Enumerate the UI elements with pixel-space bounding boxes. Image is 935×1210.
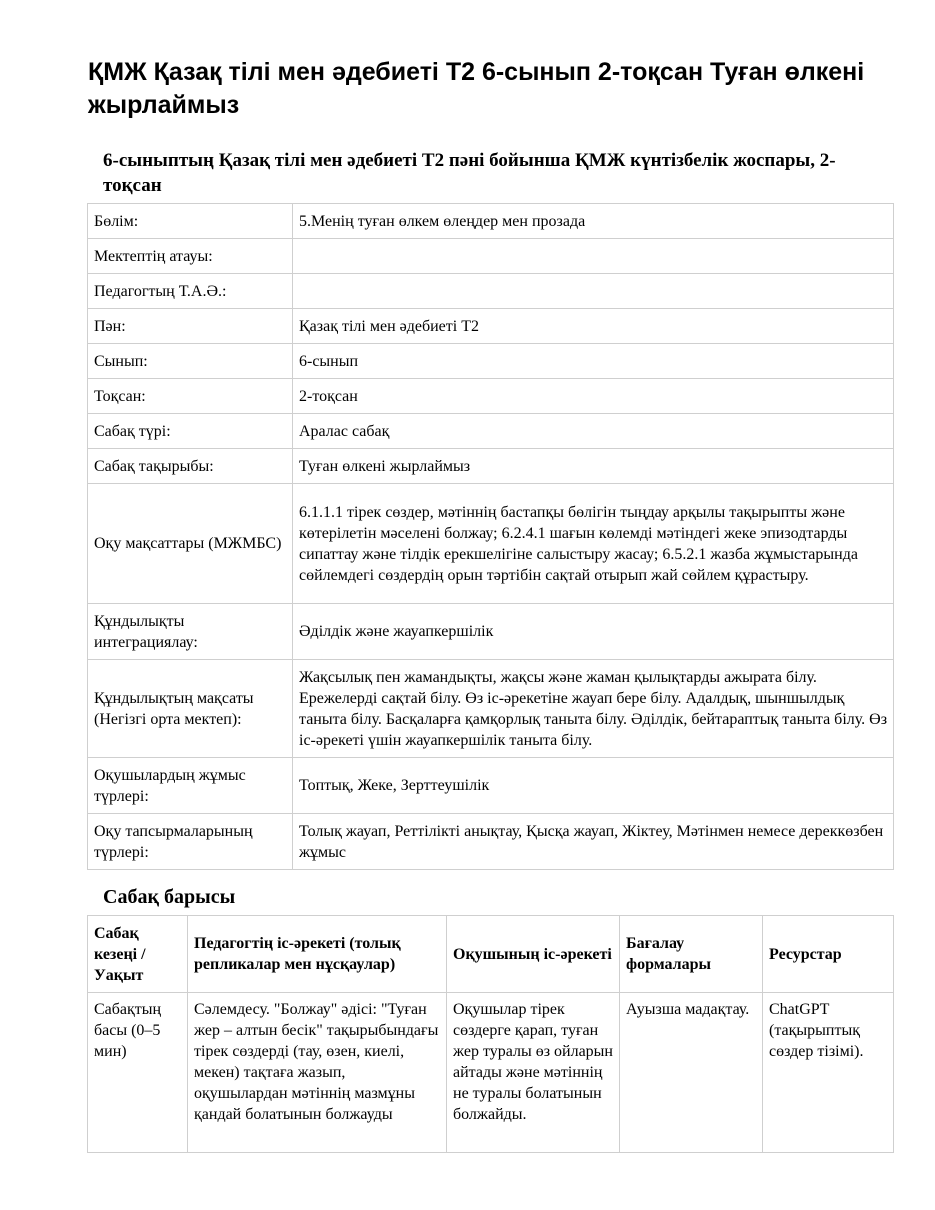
table-row bbox=[88, 414, 894, 449]
column-header-teacher-activity: Педагогтің іс-әрекеті (толық репликалар мен нұсқаулар) bbox=[188, 916, 447, 993]
lesson-section-title: Сабақ барысы bbox=[103, 886, 236, 908]
info-value bbox=[293, 239, 894, 274]
table-row bbox=[88, 484, 894, 604]
table-row bbox=[88, 814, 894, 870]
stage-cell: Сабақтың басы (0–5 мин) bbox=[88, 993, 188, 1153]
info-value bbox=[293, 274, 894, 309]
page-title: ҚМЖ Қазақ тілі мен әдебиеті Т2 6-сынып 2-тоқсан Туған өлкені жырлаймыз bbox=[88, 58, 865, 119]
table-row bbox=[88, 274, 894, 309]
info-value: 6.1.1.1 тірек сөздер, мәтіннің бастапқы бөлігін тыңдау арқылы тақырыпты және көтерілетін мәселені болжау; 6.2.4.1 шағын көлемді мәтіндегі жеке эпизодтарды сипаттау және тілдік ерекшелігіне салыстыру жасау; 6.5.2.1 жазба жұмыстарында сөйлемдегі сөздердің орын тәртібін сақтай отырып жай сөйлем құрастыру. bbox=[293, 484, 894, 604]
table-row bbox=[88, 239, 894, 274]
info-label: Мектептің атауы: bbox=[88, 239, 293, 274]
table-row bbox=[88, 604, 894, 660]
info-value: Әділдік және жауапкершілік bbox=[293, 604, 894, 660]
table-row bbox=[88, 309, 894, 344]
assessment-cell: Ауызша мадақтау. bbox=[620, 993, 763, 1153]
column-header-assessment: Бағалау формалары bbox=[620, 916, 763, 993]
table-row bbox=[88, 204, 894, 239]
lesson-progress-table bbox=[87, 915, 894, 1153]
info-label: Оқу мақсаттары (МЖМБС) bbox=[88, 484, 293, 604]
info-value: Топтық, Жеке, Зерттеушілік bbox=[293, 758, 894, 814]
info-label: Сабақ түрі: bbox=[88, 414, 293, 449]
column-header-resources: Ресурстар bbox=[763, 916, 894, 993]
info-value: 5.Менің туған өлкем өлеңдер мен прозада bbox=[293, 204, 894, 239]
table-row bbox=[88, 993, 894, 1153]
table-row bbox=[88, 344, 894, 379]
table-header-row bbox=[88, 916, 894, 993]
info-value: 6-сынып bbox=[293, 344, 894, 379]
info-label: Пән: bbox=[88, 309, 293, 344]
plan-subtitle: 6-сыныптың Қазақ тілі мен әдебиеті Т2 пәні бойынша ҚМЖ күнтізбелік жоспары, 2-тоқсан bbox=[103, 150, 836, 196]
table-row bbox=[88, 379, 894, 414]
info-label: Сынып: bbox=[88, 344, 293, 379]
info-value: Аралас сабақ bbox=[293, 414, 894, 449]
info-value: Толық жауап, Реттілікті анықтау, Қысқа жауап, Жіктеу, Мәтінмен немесе дереккөзбен жұмыс bbox=[293, 814, 894, 870]
info-label: Бөлім: bbox=[88, 204, 293, 239]
info-label: Құндылықты интеграциялау: bbox=[88, 604, 293, 660]
table-row bbox=[88, 449, 894, 484]
info-value: 2-тоқсан bbox=[293, 379, 894, 414]
table-row bbox=[88, 758, 894, 814]
info-label: Оқу тапсырмаларының түрлері: bbox=[88, 814, 293, 870]
info-value: Туған өлкені жырлаймыз bbox=[293, 449, 894, 484]
table-row bbox=[88, 660, 894, 758]
info-value: Жақсылық пен жамандықты, жақсы және жаман қылықтарды ажырата білу. Ережелерді сақтай білу. Өз іс-әрекетіне жауап бере білу. Адалдық, шыншылдық таныта білу. Басқаларға қамқорлық таныта білу. Әділдік, бейтараптық таныта білу. Өз іс-әрекеті үшін жауапкершілік таныта білу. bbox=[293, 660, 894, 758]
info-label: Тоқсан: bbox=[88, 379, 293, 414]
column-header-student-activity: Оқушының іс-әрекеті bbox=[447, 916, 620, 993]
info-label: Оқушылардың жұмыс түрлері: bbox=[88, 758, 293, 814]
teacher-activity-cell: Сәлемдесу. "Болжау" әдісі: "Туған жер – алтын бесік" тақырыбындағы тірек сөздерді (тау, өзен, киелі, мекен) тақтаға жазып, оқушылардан мәтіннің мазмұны қандай болатынын болжауды bbox=[188, 993, 447, 1153]
lesson-info-table bbox=[87, 203, 894, 870]
info-label: Педагогтың Т.А.Ә.: bbox=[88, 274, 293, 309]
info-label: Құндылықтың мақсаты (Негізгі орта мектеп): bbox=[88, 660, 293, 758]
info-label: Сабақ тақырыбы: bbox=[88, 449, 293, 484]
column-header-stage: Сабақ кезеңі / Уақыт bbox=[88, 916, 188, 993]
info-value: Қазақ тілі мен әдебиеті Т2 bbox=[293, 309, 894, 344]
student-activity-cell: Оқушылар тірек сөздерге қарап, туған жер туралы өз ойларын айтады және мәтіннің не туралы болатынын болжайды. bbox=[447, 993, 620, 1153]
resources-cell: ChatGPT (тақырыптық сөздер тізімі). bbox=[763, 993, 894, 1153]
